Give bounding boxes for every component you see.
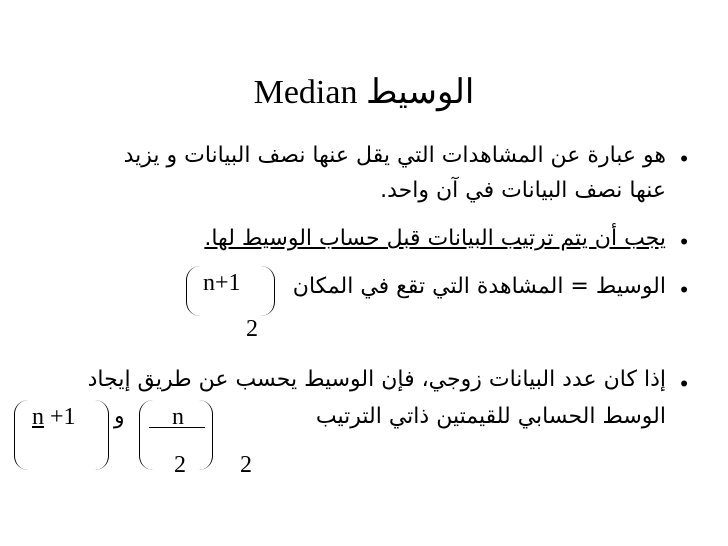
formula-a-denominator: 2 [174,452,186,478]
bullet-marker: • [680,146,688,171]
formula-b-left-paren [14,400,29,470]
formula-b-numerator-rest: +1 [44,404,76,430]
item-4-line-2: الوسط الحسابي للقيمتين ذاتي الترتيب [315,404,666,429]
formula-b-numerator-n: n [32,404,44,430]
bullet-marker: • [680,371,688,396]
formula-right-paren [260,266,275,316]
formula-denominator: 2 [246,316,258,342]
formula-b-numerator [32,404,76,431]
item-1-line-1: هو عبارة عن المشاهدات التي يقل عنها نصف البيانات و يزيد [123,143,666,168]
slide-title: Median الوسيط [253,74,475,111]
formula-b-denominator: 2 [240,452,252,478]
item-3-line-1: الوسيط = المشاهدة التي تقع في المكان [292,274,666,299]
formula-a-numerator: n [172,404,184,430]
bullet-marker: • [680,277,688,302]
formula-a-right-paren [198,400,213,470]
formula-connector: و [114,404,125,429]
formula-a-left-paren [139,400,154,470]
item-2-line-1: يجب أن يتم ترتيب البيانات قبل حساب الوسيط لها. [204,226,666,251]
formula-numerator: n+1 [203,270,241,296]
formula-a-fraction-bar [149,427,205,428]
item-4-line-1: إذا كان عدد البيانات زوجي، فإن الوسيط يحسب عن طريق إيجاد [87,367,666,392]
formula-b-right-paren [94,400,109,470]
bullet-marker: • [680,229,688,254]
formula-left-paren [186,266,201,316]
item-1-line-2: عنها نصف البيانات في آن واحد. [380,178,666,203]
